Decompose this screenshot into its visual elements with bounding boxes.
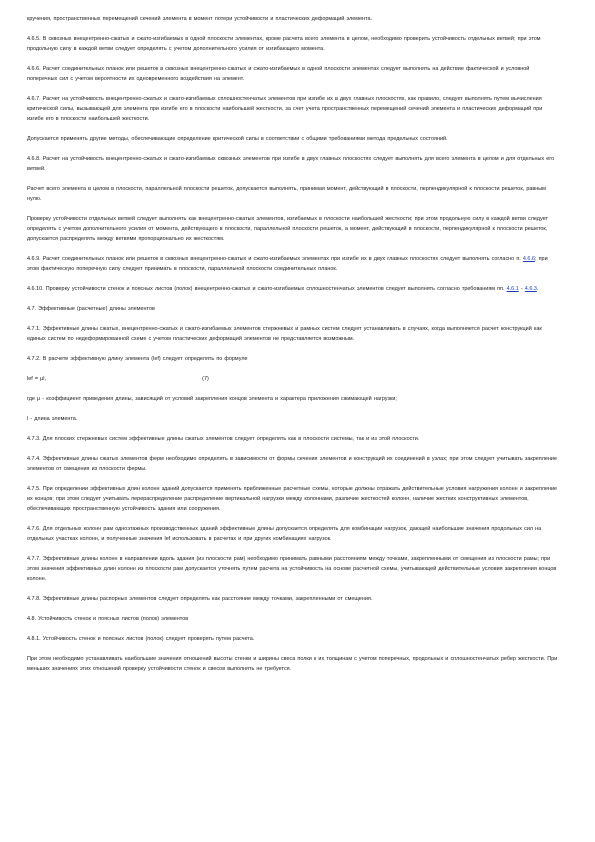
paragraph-where-mu: где μ - коэффициент приведения длины, зависящий от условий закрепления концов элемента и характера приложения сжимающей нагрузки; <box>27 396 397 402</box>
paragraph-4-7-3: 4.7.3. Для плоских стержневых систем эффективные длины сжатых элементов следует определять как в плоскости системы, так и из этой плоскости. <box>27 436 420 442</box>
link-4-6-1[interactable]: 4.6.1 <box>506 286 519 292</box>
paragraph-continuation: кручения, пространственных перемещений сечений элемента в момент потери устойчивости и пластических деформаций элемента. <box>27 16 373 22</box>
section-heading-4-7: 4.7. Эффективные (расчетные) длины элементов <box>27 306 155 312</box>
paragraph-4-6-6: 4.6.6. Расчет соединительных планок или решеток в сквозных внецентренно-сжатых и сжато-изгибаемых в одной плоскости элементах следует выполнять на действие фактической и условной поперечных сил с учетом вероятности их одновременного воздействия на элемент. <box>27 66 530 82</box>
paragraph-l-length: l - длина элемента. <box>27 416 78 422</box>
paragraph-4-6-9: 4.6.9. Расчет соединительных планок или решеток в сквозных внецентренно-сжатых и сжато-изгибаемых элементах при изгибе их в двух главных плоскостях следует выполнять согласно п. 4.6.6; при этом фактическую поперечную силу следует принимать в плоскости, параллельной плоскости соединительных планок. <box>27 256 548 272</box>
paragraph-4-7-6: 4.7.6. Для отдельных колонн рам одноэтажных производственных зданий эффективные длины допускается определять для комбинации нагрузок, дающей наибольшие значения продольных сил на отдельных участках колонн, и полученные значения lef использовать в расчетах и при других комбинациях нагрузок. <box>27 526 542 542</box>
paragraph-4-7-2: 4.7.2. В расчете эффективную длину элемента (lef) следует определять по формуле <box>27 356 248 362</box>
paragraph-4-7-5: 4.7.5. При определении эффективных длин колонн зданий допускается применять приближенные расчетные схемы, которые должны отражать действительные условия нагружения колонн и закрепление их концов; при этом следует учитывать перераспределение распределение вертикальной нагрузки между колоннами, различие жесткостей колонн, наличие жестких конструктивных элементов, обеспечивающих пространственную устойчивость здания или сооружения. <box>27 486 558 512</box>
paragraph-4-7-4: 4.7.4. Эффективные длины сжатых элементов ферм необходимо определять в зависимости от формы сечения элементов и конструкций их соединений в узлах; при этом следует учитывать закрепление элементов от смещения из плоскости фермы. <box>27 456 557 472</box>
paragraph-4-6-5: 4.6.5. В сквозных внецентренно-сжатых и сжато-изгибаемых в одной плоскости элементах, кроме расчета всего элемента в целом, необходимо проверить устойчивость отдельных ветвей; при этом продольную силу в каждой ветви следует определять с учетом дополнительного усилия от изгибающего момента. <box>27 36 541 52</box>
paragraph-branch-check: Проверку устойчивости отдельных ветвей следует выполнять как внецентренно-сжатых элементов, изгибаемых в плоскости наибольшей жесткости; при этом продольную силу в каждой ветви следует определять с учетом дополнительного усилия от момента, действующего в плоскости, параллельной плоскости решеток, а момент, действующий в плоскости, перпендикулярной к плоскости решеток, допускается распределять между ветвями пропорционально их жесткостям. <box>27 216 548 242</box>
paragraph-ratio-limits: При этом необходимо устанавливать наибольшие значения отношений высоты стенки и ширины свеса полки к их толщинам с учетом поперечных, продольных и сплошностенчатых ребер жесткости. При меньших значениях этих отношений проверку устойчивости стенок и свесов выполнять не требуется. <box>27 656 558 672</box>
link-4-6-3[interactable]: 4.6.3 <box>524 286 537 292</box>
paragraph-4-7-1: 4.7.1. Эффективные длины сжатых, внецентренно-сжатых и сжато-изгибаемых элементов стержневых и рамных систем следует устанавливать в случаях, когда выполняется расчет конструкций как единых систем по недеформированной схеме с учетом пластических деформаций элементов не представляется возможным. <box>27 326 542 342</box>
section-heading-4-8: 4.8. Устойчивость стенок и поясных листов (полок) элементов <box>27 616 189 622</box>
paragraph-alternative-methods: Допускается применять другие методы, обеспечивающие определение критической силы в соответствии с общими требованиями метода предельных состояний. <box>27 136 448 142</box>
paragraph-4-6-7: 4.6.7. Расчет на устойчивость внецентренно-сжатых и сжато-изгибаемых сплошностенчатых элементов при изгибе их в двух главных плоскостях, как правило, следует выполнять путем вычисления критической силы, вызывающей для элемента при изгибе его в плоскости наибольшей жесткости, за счет учета пространственных перемещений сечений элемента и пластических деформаций при изгибе его в плоскости наибольшей жесткости. <box>27 96 543 122</box>
formula-7: lef = μl, (7) <box>27 376 209 382</box>
paragraph-4-7-7: 4.7.7. Эффективные длины колонн в направлении вдоль здания (из плоскости рам) необходимо принимать равными расстояниям между точками, закрепленными от смещения из плоскости рамы; при этом значения эффективных длин колонн из плоскости рам допускается уточнять путем расчета на устойчивость на основе расчетной схемы, учитывающей действительные условия закрепления концов колонн. <box>27 556 557 582</box>
paragraph-4-6-10: 4.6.10. Проверку устойчивости стенок и поясных листов (полок) внецентренно-сжатых и сжато-изгибаемых сплошностенчатых элементов следует выполнять согласно требованиям пп. 4.6.1 - 4.6.3. <box>27 286 539 292</box>
link-4-6-6[interactable]: 4.6.6 <box>522 256 535 262</box>
paragraph-4-8-1: 4.8.1. Устойчивость стенок и поясных листов (полок) следует проверять путем расчета. <box>27 636 255 642</box>
paragraph-whole-element: Расчет всего элемента в целом в плоскости, параллельной плоскости решеток, допускается выполнять, принимая момент, действующий в плоскости, перпендикулярной к плоскости решеток, равным нулю. <box>27 186 546 202</box>
paragraph-4-7-8: 4.7.8. Эффективные длины распорных элементов следует определять как расстояние между точками, закрепленными от смещения. <box>27 596 373 602</box>
paragraph-4-6-8: 4.6.8. Расчет на устойчивость внецентренно-сжатых и сжато-изгибаемых сквозных элементов при изгибе в двух главных плоскостях следует выполнять для всего элемента в целом и для отдельных его ветвей. <box>27 156 555 172</box>
